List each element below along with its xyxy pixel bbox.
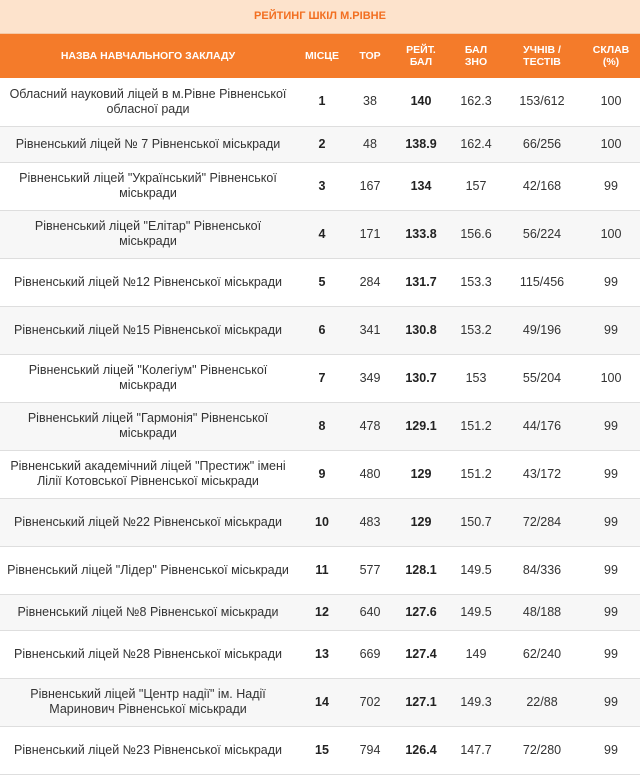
header-rating[interactable]: РЕЙТ. БАЛ (392, 34, 450, 78)
students-cell: 44/176 (502, 402, 582, 450)
zno-cell: 156.6 (450, 210, 502, 258)
table-row (0, 450, 640, 498)
school-name: Рівненський ліцей "Український" Рівненської міськради (0, 162, 296, 210)
school-name: Обласний науковий ліцей в м.Рівне Рівненської обласної ради (0, 78, 296, 126)
zno-cell: 147.7 (450, 726, 502, 774)
table-row (0, 162, 640, 210)
composition-cell: 100 (582, 210, 640, 258)
top-cell: 284 (348, 258, 392, 306)
rating-cell: 128.1 (392, 546, 450, 594)
school-name: Рівненський ліцей №22 Рівненської міськради (0, 498, 296, 546)
table-row (0, 306, 640, 354)
place-cell: 1 (296, 78, 348, 126)
header-name[interactable]: НАЗВА НАВЧАЛЬНОГО ЗАКЛАДУ (0, 34, 296, 78)
students-cell: 56/224 (502, 210, 582, 258)
school-name: Рівненський ліцей "Елітар" Рівненської міськради (0, 210, 296, 258)
zno-cell: 153.3 (450, 258, 502, 306)
zno-cell: 157 (450, 162, 502, 210)
rating-cell: 130.8 (392, 306, 450, 354)
composition-cell: 99 (582, 450, 640, 498)
table-row (0, 78, 640, 126)
ranking-table (0, 34, 640, 775)
students-cell: 42/168 (502, 162, 582, 210)
composition-cell: 99 (582, 162, 640, 210)
composition-cell: 100 (582, 354, 640, 402)
school-name: Рівненський ліцей №15 Рівненської міськради (0, 306, 296, 354)
top-cell: 702 (348, 678, 392, 726)
school-name: Рівненський ліцей №8 Рівненської міськради (0, 594, 296, 630)
table-row (0, 678, 640, 726)
place-cell: 9 (296, 450, 348, 498)
zno-cell: 149.5 (450, 594, 502, 630)
students-cell: 84/336 (502, 546, 582, 594)
zno-cell: 149.5 (450, 546, 502, 594)
zno-cell: 153 (450, 354, 502, 402)
table-row (0, 726, 640, 774)
composition-cell: 99 (582, 678, 640, 726)
composition-cell: 100 (582, 78, 640, 126)
table-row (0, 402, 640, 450)
table-title: РЕЙТИНГ ШКІЛ М.РІВНЕ (0, 0, 640, 34)
students-cell: 22/88 (502, 678, 582, 726)
rating-cell: 140 (392, 78, 450, 126)
place-cell: 15 (296, 726, 348, 774)
rating-cell: 138.9 (392, 126, 450, 162)
table-row (0, 126, 640, 162)
composition-cell: 99 (582, 402, 640, 450)
place-cell: 6 (296, 306, 348, 354)
rating-cell: 129 (392, 450, 450, 498)
school-name: Рівненський ліцей №28 Рівненської міськради (0, 630, 296, 678)
place-cell: 4 (296, 210, 348, 258)
place-cell: 14 (296, 678, 348, 726)
place-cell: 12 (296, 594, 348, 630)
table-row (0, 354, 640, 402)
top-cell: 794 (348, 726, 392, 774)
students-cell: 55/204 (502, 354, 582, 402)
zno-cell: 153.2 (450, 306, 502, 354)
top-cell: 349 (348, 354, 392, 402)
composition-cell: 99 (582, 594, 640, 630)
composition-cell: 100 (582, 126, 640, 162)
place-cell: 13 (296, 630, 348, 678)
school-name: Рівненський ліцей "Гармонія" Рівненської міськради (0, 402, 296, 450)
top-cell: 640 (348, 594, 392, 630)
students-cell: 72/284 (502, 498, 582, 546)
composition-cell: 99 (582, 726, 640, 774)
rating-cell: 129 (392, 498, 450, 546)
composition-cell: 99 (582, 258, 640, 306)
zno-cell: 150.7 (450, 498, 502, 546)
rating-cell: 133.8 (392, 210, 450, 258)
students-cell: 48/188 (502, 594, 582, 630)
table-row (0, 210, 640, 258)
top-cell: 577 (348, 546, 392, 594)
place-cell: 3 (296, 162, 348, 210)
place-cell: 11 (296, 546, 348, 594)
top-cell: 483 (348, 498, 392, 546)
students-cell: 66/256 (502, 126, 582, 162)
table-row (0, 498, 640, 546)
composition-cell: 99 (582, 498, 640, 546)
students-cell: 43/172 (502, 450, 582, 498)
header-zno[interactable]: БАЛ ЗНО (450, 34, 502, 78)
rating-cell: 126.4 (392, 726, 450, 774)
place-cell: 10 (296, 498, 348, 546)
school-name: Рівненський ліцей №23 Рівненської міськради (0, 726, 296, 774)
rating-cell: 129.1 (392, 402, 450, 450)
students-cell: 72/280 (502, 726, 582, 774)
top-cell: 669 (348, 630, 392, 678)
rating-cell: 127.1 (392, 678, 450, 726)
place-cell: 2 (296, 126, 348, 162)
students-cell: 115/456 (502, 258, 582, 306)
place-cell: 5 (296, 258, 348, 306)
composition-cell: 99 (582, 546, 640, 594)
table-header-row (0, 34, 640, 78)
school-name: Рівненський ліцей № 7 Рівненської міськради (0, 126, 296, 162)
header-composition[interactable]: СКЛАВ (%) (582, 34, 640, 78)
top-cell: 167 (348, 162, 392, 210)
top-cell: 341 (348, 306, 392, 354)
zno-cell: 162.3 (450, 78, 502, 126)
header-place[interactable]: МІСЦЕ (296, 34, 348, 78)
students-cell: 153/612 (502, 78, 582, 126)
rating-cell: 127.4 (392, 630, 450, 678)
students-cell: 62/240 (502, 630, 582, 678)
school-name: Рівненський ліцей "Центр надії" ім. Надії Маринович Рівненської міськради (0, 678, 296, 726)
table-row (0, 594, 640, 630)
zno-cell: 151.2 (450, 402, 502, 450)
composition-cell: 99 (582, 306, 640, 354)
zno-cell: 151.2 (450, 450, 502, 498)
zno-cell: 149.3 (450, 678, 502, 726)
rating-cell: 130.7 (392, 354, 450, 402)
top-cell: 480 (348, 450, 392, 498)
top-cell: 48 (348, 126, 392, 162)
place-cell: 7 (296, 354, 348, 402)
school-name: Рівненський ліцей "Лідер" Рівненської міськради (0, 546, 296, 594)
rating-cell: 131.7 (392, 258, 450, 306)
composition-cell: 99 (582, 630, 640, 678)
top-cell: 171 (348, 210, 392, 258)
school-name: Рівненський академічний ліцей "Престиж" імені Лілії Котовської Рівненської міськради (0, 450, 296, 498)
rating-cell: 134 (392, 162, 450, 210)
rating-cell: 127.6 (392, 594, 450, 630)
header-students[interactable]: УЧНІВ / ТЕСТІВ (502, 34, 582, 78)
school-name: Рівненський ліцей №12 Рівненської міськради (0, 258, 296, 306)
place-cell: 8 (296, 402, 348, 450)
zno-cell: 162.4 (450, 126, 502, 162)
top-cell: 38 (348, 78, 392, 126)
table-row (0, 258, 640, 306)
top-cell: 478 (348, 402, 392, 450)
zno-cell: 149 (450, 630, 502, 678)
school-name: Рівненський ліцей "Колегіум" Рівненської міськради (0, 354, 296, 402)
table-row (0, 546, 640, 594)
table-row (0, 630, 640, 678)
students-cell: 49/196 (502, 306, 582, 354)
header-top[interactable]: ТОР (348, 34, 392, 78)
